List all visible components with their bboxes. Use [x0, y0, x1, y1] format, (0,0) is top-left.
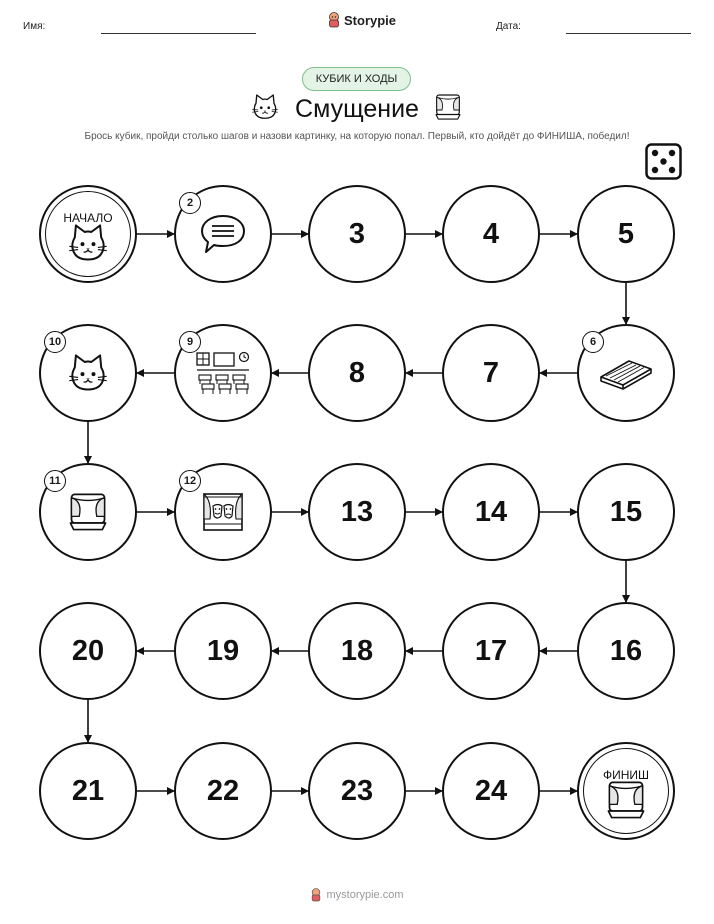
cell-number: 4	[482, 217, 500, 250]
footer-url: mystorypie.com	[326, 889, 404, 901]
board-cell	[39, 742, 137, 840]
cell-number-badge: 9	[179, 331, 201, 353]
cell-number: 24	[474, 774, 508, 807]
footer	[0, 888, 714, 902]
cell-number-badge: 12	[179, 470, 201, 492]
cell-number-badge: 6	[582, 331, 604, 353]
cell-number: 21	[71, 774, 105, 807]
cell-caption: НАЧАЛО	[63, 211, 113, 225]
board-cell	[39, 602, 137, 700]
cell-number-badge: 2	[179, 192, 201, 214]
cell-number: 13	[340, 495, 374, 528]
board-icon	[598, 355, 654, 391]
name-label: Имя:	[23, 21, 46, 32]
board-cell	[577, 185, 675, 283]
cell-number: 23	[340, 774, 374, 807]
cell-inner-ring	[45, 191, 131, 277]
cell-number: 8	[348, 356, 366, 389]
board-cell	[174, 463, 272, 561]
start-cell	[39, 185, 137, 283]
board-cell	[174, 742, 272, 840]
cell-number: 20	[71, 634, 105, 667]
board-cell	[174, 185, 272, 283]
storypie-mascot-icon	[310, 888, 322, 902]
board-cell	[442, 602, 540, 700]
board-cell	[39, 324, 137, 422]
board-cell	[308, 602, 406, 700]
board-cell	[577, 602, 675, 700]
category-pill: КУБИК И ХОДЫ	[302, 67, 411, 91]
cell-inner-ring	[583, 748, 669, 834]
speech-bubble-icon	[199, 212, 247, 256]
cat-icon	[66, 351, 110, 395]
cell-caption: ФИНИШ	[602, 768, 650, 782]
date-label: Дата:	[496, 21, 521, 32]
cell-number: 16	[609, 634, 643, 667]
cell-number: 22	[206, 774, 240, 807]
finish-cell	[577, 742, 675, 840]
cell-number: 14	[474, 495, 508, 528]
cell-number-badge: 11	[44, 470, 66, 492]
board-cell	[442, 463, 540, 561]
cell-number: 5	[617, 217, 635, 250]
board-cell	[577, 463, 675, 561]
cell-number: 15	[609, 495, 643, 528]
theater-masks-icon	[201, 491, 245, 533]
board-cell	[308, 463, 406, 561]
board-cell	[174, 324, 272, 422]
instructions: Брось кубик, пройди столько шагов и назови картинку, на которую попал. Первый, кто дойдёт до ФИНИША, победил!	[84, 131, 630, 142]
brand-name: Storypie	[344, 12, 397, 28]
cell-number: 19	[206, 634, 240, 667]
classroom-icon	[194, 349, 252, 397]
cell-number-badge: 10	[44, 331, 66, 353]
board-cell	[39, 463, 137, 561]
cell-number: 3	[348, 217, 366, 250]
page-title: Смущение	[295, 95, 419, 123]
board-cell	[308, 324, 406, 422]
board-cell	[308, 185, 406, 283]
board-cell	[442, 742, 540, 840]
cell-number: 18	[340, 634, 374, 667]
cell-number: 17	[474, 634, 508, 667]
board-cell	[442, 185, 540, 283]
stage-icon	[66, 490, 110, 534]
board-cell	[174, 602, 272, 700]
board-cell	[442, 324, 540, 422]
board-cell	[308, 742, 406, 840]
cell-number: 7	[482, 356, 500, 389]
board-cell	[577, 324, 675, 422]
